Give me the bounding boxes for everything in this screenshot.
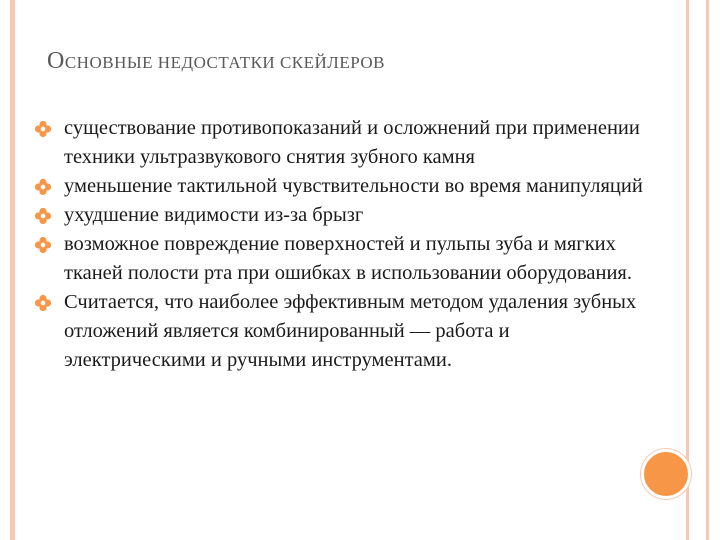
- bullet-item: [34, 288, 644, 375]
- bullet-text: Считается, что наиболее эффективным методом удаления зубных отложений является комбинированный — работа и электрическими и ручными инструментами.: [64, 291, 637, 371]
- bullet-item: [34, 172, 644, 201]
- bullet-item: [34, 201, 644, 230]
- bullet-text: возможное повреждение поверхностей и пульпы зуба и мягких тканей полости рта при ошибках в использовании оборудования.: [64, 233, 632, 284]
- bullet-text: существование противопоказаний и осложнений при применении техники ультразвукового снятия зубного камня: [64, 117, 640, 168]
- flower-bullet-icon: [34, 207, 52, 225]
- flower-bullet-icon: [34, 120, 52, 138]
- bullet-item: [34, 114, 644, 172]
- bullet-text: ухудшение видимости из-за брызг: [64, 204, 364, 226]
- bullet-item: [34, 230, 644, 288]
- flower-bullet-icon: [34, 178, 52, 196]
- flower-bullet-icon: [34, 294, 52, 312]
- decorative-circle: [641, 449, 691, 499]
- bullet-text: уменьшение тактильной чувствительности во время манипуляций: [64, 175, 643, 197]
- bullet-list: [34, 114, 644, 375]
- slide-title-rest: СНОВНЫЕ НЕДОСТАТКИ СКЕЙЛЕРОВ: [64, 53, 385, 72]
- slide-frame-left: [10, 0, 15, 540]
- flower-bullet-icon: [34, 236, 52, 254]
- slide-frame-right-outer: [706, 0, 709, 540]
- slide-title-initial: О: [47, 48, 65, 74]
- slide-title: [47, 48, 647, 75]
